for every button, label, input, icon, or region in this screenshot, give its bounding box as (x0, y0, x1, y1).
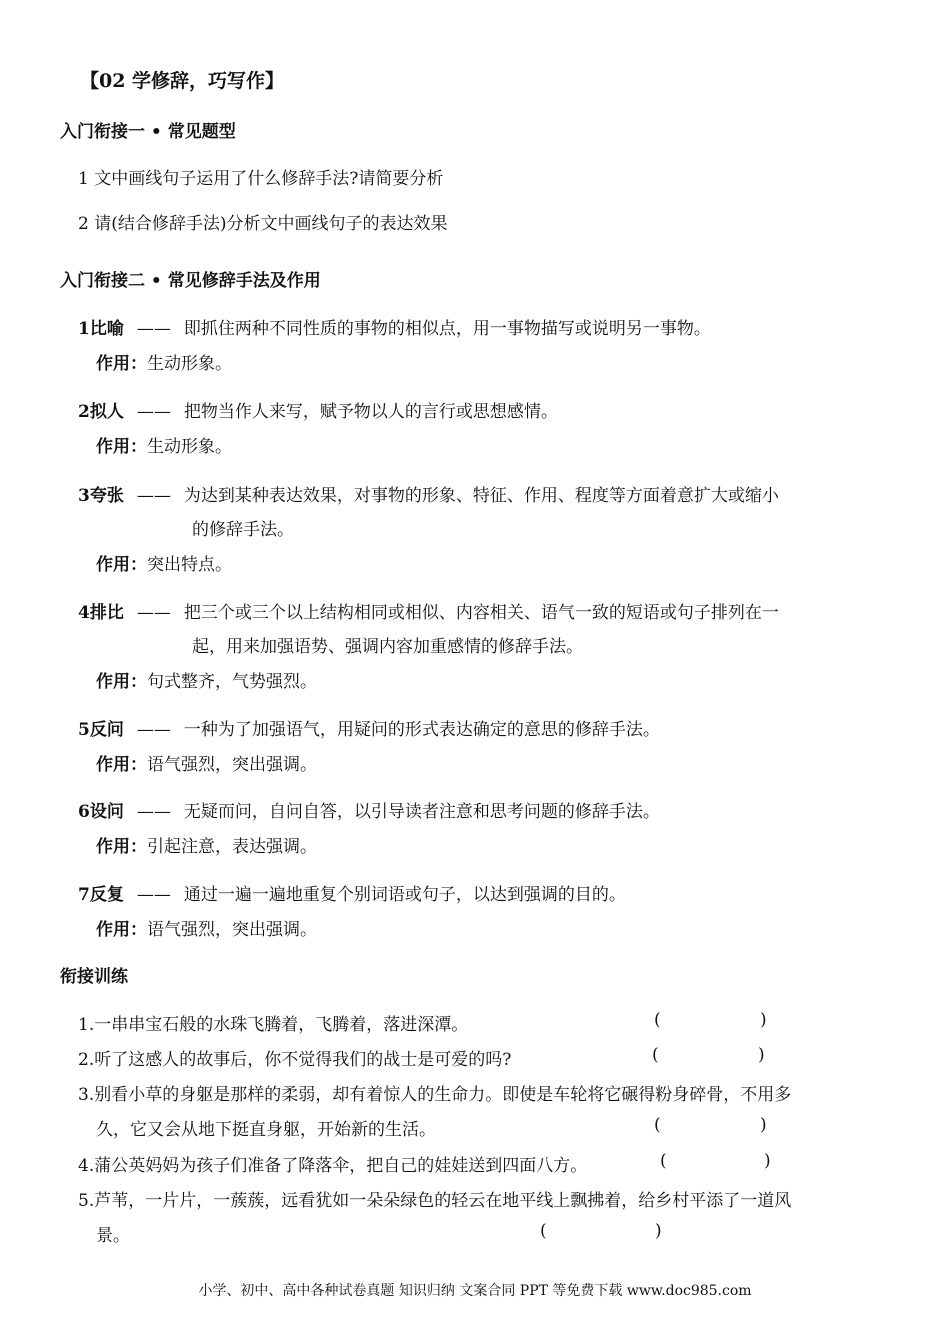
answer-paren-open: ( (540, 1221, 547, 1241)
dash-separator: —— (136, 603, 171, 623)
technique-name: 设问 (89, 802, 124, 822)
technique-personification (78, 397, 558, 422)
effect-label: 作用： (96, 837, 147, 857)
effect-label: 作用： (96, 920, 147, 940)
effect-text: 生动形象。 (147, 437, 232, 457)
exercise-4: 4.蒲公英妈妈为孩子们准备了降落伞，把自己的娃娃送到四面八方。 (78, 1156, 588, 1176)
technique-definition-continued: 的修辞手法。 (192, 520, 294, 540)
technique-name: 排比 (89, 603, 124, 623)
dash-separator: —— (136, 720, 171, 740)
technique-effect (96, 832, 317, 857)
technique-number: 2 (78, 402, 90, 422)
effect-label: 作用： (96, 555, 147, 575)
effect-label: 作用： (96, 354, 147, 374)
question-type-1: 1 文中画线句子运用了什么修辞手法?请简要分析 (78, 169, 444, 189)
technique-name: 拟人 (89, 402, 124, 422)
technique-definition: 即抓住两种不同性质的事物的相似点，用一事物描写或说明另一事物。 (183, 319, 711, 339)
technique-name: 比喻 (89, 319, 124, 339)
page-footer: 小学、初中、高中各种试卷真题 知识归纳 文案合同 PPT 等免费下载 www.doc985.com (198, 1283, 752, 1299)
technique-effect (96, 550, 232, 575)
section-heading-practice: 衔接训练 (60, 967, 128, 987)
technique-effect (96, 750, 317, 775)
technique-number: 4 (78, 603, 90, 623)
answer-paren-close: ) (655, 1221, 662, 1241)
technique-number: 7 (78, 885, 90, 905)
technique-effect (96, 667, 317, 692)
technique-rhetorical-question (78, 715, 660, 740)
technique-self-question (78, 797, 660, 822)
answer-paren-close: ) (760, 1115, 767, 1135)
technique-parallelism (78, 598, 779, 623)
dash-separator: —— (136, 885, 171, 905)
effect-text: 语气强烈，突出强调。 (147, 755, 317, 775)
technique-definition: 为达到某种表达效果，对事物的形象、特征、作用、程度等方面着意扩大或缩小 (183, 486, 779, 506)
technique-metaphor (78, 314, 711, 339)
technique-effect (96, 915, 317, 940)
technique-definition-continued: 起，用来加强语势、强调内容加重感情的修辞手法。 (192, 637, 583, 657)
dash-separator: —— (136, 402, 171, 422)
exercise-1: 1.一串串宝石般的水珠飞腾着，飞腾着，落进深潭。 (78, 1015, 469, 1035)
answer-paren-open: ( (660, 1151, 667, 1171)
exercise-5-continued: 景。 (96, 1226, 130, 1246)
exercise-3-continued: 久，它又会从地下挺直身躯，开始新的生活。 (96, 1120, 436, 1140)
question-type-2: 2 请(结合修辞手法)分析文中画线句子的表达效果 (78, 214, 448, 234)
dash-separator: —— (136, 319, 171, 339)
exercise-2: 2.听了这感人的故事后，你不觉得我们的战士是可爱的吗? (78, 1050, 512, 1070)
technique-definition: 把物当作人来写，赋予物以人的言行或思想感情。 (183, 402, 558, 422)
page-title: 【02 学修辞，巧写作】 (80, 70, 285, 92)
technique-definition: 通过一遍一遍地重复个别词语或句子，以达到强调的目的。 (183, 885, 626, 905)
technique-effect (96, 432, 232, 457)
technique-definition: 一种为了加强语气，用疑问的形式表达确定的意思的修辞手法。 (183, 720, 660, 740)
technique-number: 5 (78, 720, 90, 740)
technique-definition: 无疑而问，自问自答，以引导读者注意和思考问题的修辞手法。 (183, 802, 660, 822)
technique-number: 6 (78, 802, 90, 822)
answer-paren-open: ( (654, 1010, 661, 1030)
effect-text: 语气强烈，突出强调。 (147, 920, 317, 940)
section-heading-rhetoric-techniques: 入门衔接二 • 常见修辞手法及作用 (60, 271, 321, 291)
answer-paren-close: ) (764, 1151, 771, 1171)
technique-name: 反问 (89, 720, 124, 740)
section-heading-common-question-types: 入门衔接一 • 常见题型 (60, 122, 236, 142)
effect-label: 作用： (96, 672, 147, 692)
effect-label: 作用： (96, 437, 147, 457)
effect-text: 引起注意，表达强调。 (147, 837, 317, 857)
technique-definition: 把三个或三个以上结构相同或相似、内容相关、语气一致的短语或句子排列在一 (183, 603, 779, 623)
technique-effect (96, 349, 232, 374)
effect-label: 作用： (96, 755, 147, 775)
answer-paren-open: ( (652, 1045, 659, 1065)
answer-paren-close: ) (760, 1010, 767, 1030)
technique-number: 3 (78, 486, 90, 506)
technique-hyperbole (78, 481, 779, 506)
exercise-3: 3.别看小草的身躯是那样的柔弱，却有着惊人的生命力。即使是车轮将它碾得粉身碎骨，不用多 (78, 1085, 792, 1105)
dash-separator: —— (136, 802, 171, 822)
answer-paren-close: ) (758, 1045, 765, 1065)
effect-text: 生动形象。 (147, 354, 232, 374)
answer-paren-open: ( (654, 1115, 661, 1135)
technique-repetition (78, 880, 626, 905)
exercise-5: 5.芦苇，一片片，一蔟蔟，远看犹如一朵朵绿色的轻云在地平线上飘拂着，给乡村平添了一道风 (78, 1191, 792, 1211)
effect-text: 句式整齐，气势强烈。 (147, 672, 317, 692)
dash-separator: —— (136, 486, 171, 506)
effect-text: 突出特点。 (147, 555, 232, 575)
technique-name: 夸张 (89, 486, 124, 506)
technique-name: 反复 (89, 885, 124, 905)
technique-number: 1 (78, 319, 90, 339)
